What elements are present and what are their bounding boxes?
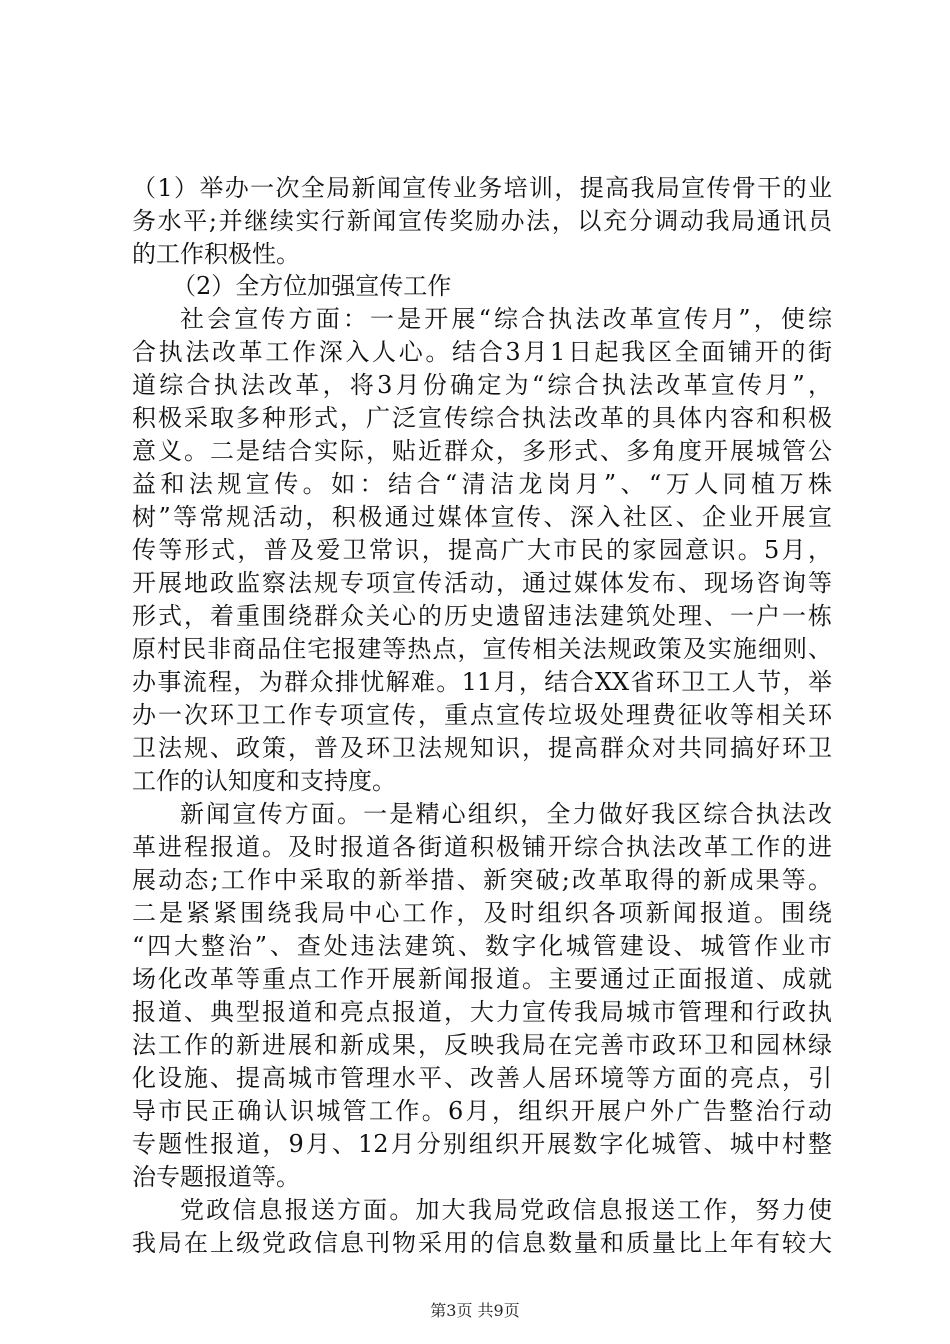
text-line: 展动态;工作中采取的新举措、新突破;改革取得的新成果等。 — [132, 866, 832, 894]
text-line: 工作的认知度和支持度。 — [132, 767, 396, 795]
text-line: 道综合执法改革，将3月份确定为“综合执法改革宣传月”， — [132, 371, 832, 399]
text-line: 法工作的新进展和新成果，反映我局在完善市政环卫和园林绿 — [132, 1031, 832, 1059]
text-line: 场化改革等重点工作开展新闻报道。主要通过正面报道、成就 — [132, 965, 832, 993]
text-line: 化设施、提高城市管理水平、改善人居环境等方面的亮点，引 — [132, 1064, 832, 1092]
text-line: 开展地政监察法规专项宣传活动，通过媒体发布、现场咨询等 — [132, 569, 832, 597]
text-line: 专题性报道，9月、12月分别组织开展数字化城管、城中村整 — [132, 1130, 832, 1158]
text-line: 办事流程，为群众排忧解难。11月，结合XX省环卫工人节，举 — [132, 668, 832, 696]
section-heading: （2）全方位加强宣传工作 — [172, 272, 452, 300]
text-line: 治专题报道等。 — [132, 1163, 300, 1191]
text-line: 益和法规宣传。如：结合“清洁龙岗月”、“万人同植万株 — [132, 470, 832, 498]
text-line: 树”等常规活动，积极通过媒体宣传、深入社区、企业开展宣 — [132, 503, 832, 531]
text-line: 意义。二是结合实际，贴近群众，多形式、多角度开展城管公 — [132, 437, 832, 465]
text-line: 社会宣传方面：一是开展“综合执法改革宣传月”，使综 — [180, 305, 832, 333]
text-line: 办一次环卫工作专项宣传，重点宣传垃圾处理费征收等相关环 — [132, 701, 832, 729]
text-line: 革进程报道。及时报道各街道积极铺开综合执法改革工作的进 — [132, 833, 832, 861]
text-line: 原村民非商品住宅报建等热点，宣传相关法规政策及实施细则、 — [132, 635, 832, 663]
text-line: 形式，着重围绕群众关心的历史遗留违法建筑处理、一户一栋 — [132, 602, 832, 630]
text-line: 我局在上级党政信息刊物采用的信息数量和质量比上年有较大 — [132, 1229, 832, 1257]
text-line: 积极采取多种形式，广泛宣传综合执法改革的具体内容和积极 — [132, 404, 832, 432]
text-line: 报道、典型报道和亮点报道，大力宣传我局城市管理和行政执 — [132, 998, 832, 1026]
text-line: 新闻宣传方面。一是精心组织，全力做好我区综合执法改 — [180, 800, 832, 828]
text-line: 党政信息报送方面。加大我局党政信息报送工作，努力使 — [180, 1196, 832, 1224]
text-line: 务水平;并继续实行新闻宣传奖励办法，以充分调动我局通讯员 — [132, 207, 832, 235]
page-number: 第3页 共9页 — [430, 1301, 520, 1320]
text-line: 导市民正确认识城管工作。6月，组织开展户外广告整治行动 — [132, 1097, 832, 1125]
text-line: 合执法改革工作深入人心。结合3月1日起我区全面铺开的街 — [132, 338, 832, 366]
text-line: 二是紧紧围绕我局中心工作，及时组织各项新闻报道。围绕 — [132, 899, 832, 927]
text-line: “四大整治”、查处违法建筑、数字化城管建设、城管作业市 — [132, 932, 832, 960]
text-line: 的工作积极性。 — [132, 240, 300, 268]
text-line: （1）举办一次全局新闻宣传业务培训，提高我局宣传骨干的业 — [132, 174, 832, 202]
text-line: 传等形式，普及爱卫常识，提高广大市民的家园意识。5月， — [132, 536, 832, 564]
text-line: 卫法规、政策，普及环卫法规知识，提高群众对共同搞好环卫 — [132, 734, 832, 762]
